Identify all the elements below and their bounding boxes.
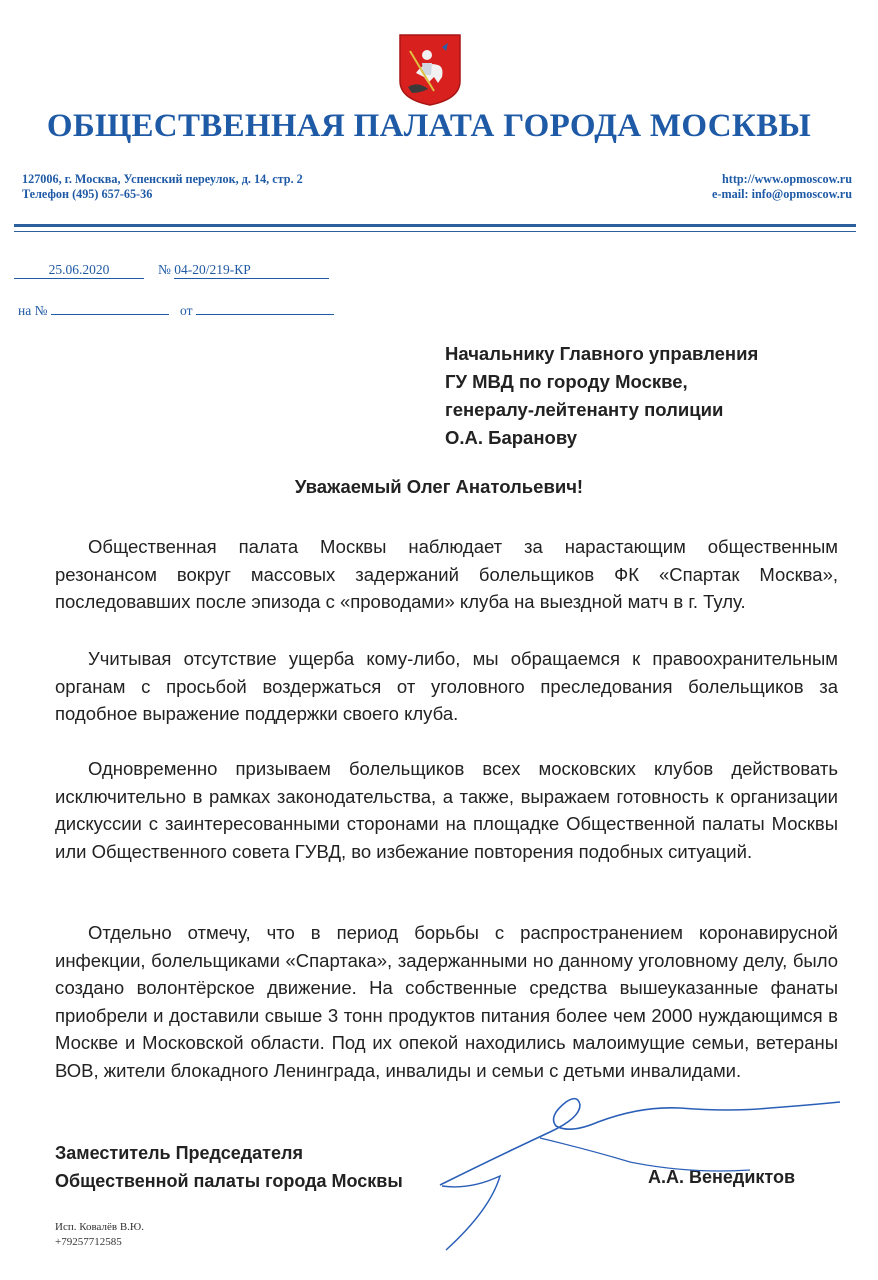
ref-date-prefix: от (180, 303, 193, 318)
salutation: Уважаемый Олег Анатольевич! (294, 476, 584, 497)
addressee-line: Начальнику Главного управления (445, 343, 759, 364)
org-phone: Телефон (495) 657-65-36 (22, 187, 153, 201)
signatory-position-line: Заместитель Председателя (55, 1143, 303, 1163)
signatory-position-line: Общественной палаты города Москвы (55, 1171, 403, 1191)
handwritten-signature (430, 1090, 850, 1260)
signatory-position (55, 1139, 403, 1195)
org-contacts-right (712, 172, 852, 202)
ref-date-blank (196, 300, 334, 315)
body-paragraph: Учитывая отсутствие ущерба кому-либо, мы обращаемся к правоохранительным органам с просьбой воздержаться от уголовного преследования болельщиков за подобное выражение поддержки своего клуба. (55, 648, 838, 724)
executor-phone: +79257712585 (55, 1236, 122, 1248)
org-title: ОБЩЕСТВЕННАЯ ПАЛАТА ГОРОДА МОСКВЫ (46, 108, 812, 144)
ref-date-field (180, 300, 334, 319)
moscow-coat-of-arms-icon (398, 33, 462, 107)
ref-number-prefix: на № (18, 303, 48, 318)
org-website: http://www.opmoscow.ru (721, 172, 852, 186)
reg-number: 04-20/219-КР (174, 262, 329, 279)
executor-name: Исп. Ковалёв В.Ю. (55, 1221, 144, 1233)
body-paragraph: Общественная палата Москвы наблюдает за нарастающим общественным резонансом вокруг массовых задержаний болельщиков ФК «Спартак Москва», последовавших после эпизода с «проводами» клуба на выездной матч в г. Тулу. (55, 536, 838, 612)
addressee-line: О.А. Баранову (445, 427, 578, 448)
addressee-block (445, 340, 758, 452)
signatory-name: А.А. Венедиктов (648, 1167, 796, 1187)
addressee-line: ГУ МВД по городу Москве, (445, 371, 688, 392)
org-email: e-mail: info@opmoscow.ru (712, 187, 852, 201)
header-divider-thick (14, 224, 856, 227)
reg-date: 25.06.2020 (14, 262, 144, 279)
org-contacts-left (22, 172, 303, 202)
reg-number-field (158, 262, 329, 279)
body-paragraph: Одновременно призываем болельщиков всех московских клубов действовать исключительно в рамках законодательства, а также, выражаем готовность к организации дискуссии с заинтересованными сторонами на площадке Общественной палаты Москвы или Общественного совета ГУВД, во избежание повторения подобных ситуаций. (55, 758, 838, 862)
header-divider-thin (14, 231, 856, 232)
addressee-line: генералу-лейтенанту полиции (445, 399, 724, 420)
body-paragraph: Отдельно отмечу, что в период борьбы с распространением коронавирусной инфекции, болельщиками «Спартака», задержанными но данному уголовному делу, было создано волонтёрское движение. На собственные средства вышеуказанные фанаты приобрели и доставили свыше 3 тонн продуктов питания более чем 2000 нуждающимся в Москве и Московской области. Под их опекой находились малоимущие семьи, ветераны ВОВ, жители блокадного Ленинграда, инвалиды и семьи с детьми инвалидами. (55, 922, 838, 1081)
reg-number-prefix: № (158, 262, 171, 277)
reg-date-field (14, 262, 144, 279)
executor-info (55, 1220, 144, 1250)
org-address: 127006, г. Москва, Успенский переулок, д. 14, стр. 2 (22, 172, 303, 186)
ref-number-field (18, 300, 169, 319)
ref-number-blank (51, 300, 169, 315)
